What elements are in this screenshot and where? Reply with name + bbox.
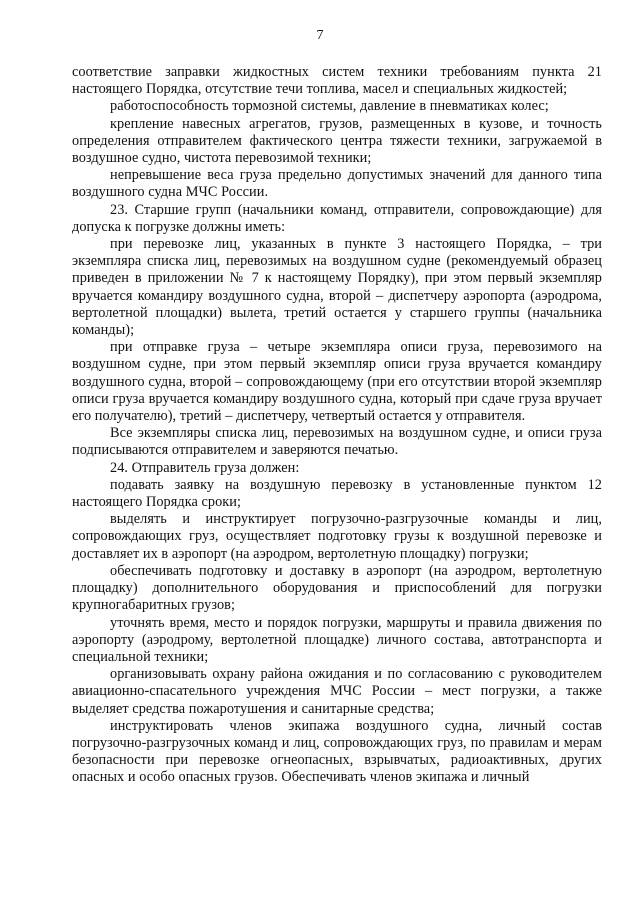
paragraph: 23. Старшие групп (начальники команд, отправители, сопровождающие) для допуска к погрузке должны иметь: [72, 201, 602, 235]
paragraph: обеспечивать подготовку и доставку в аэропорт (на аэродром, вертолетную площадку) дополнительного оборудования и приспособлений для погрузки крупногабаритных грузов; [72, 562, 602, 614]
paragraph: при перевозке лиц, указанных в пункте 3 настоящего Порядка, – три экземпляра списка лиц, перевозимых на воздушном судне (рекомендуемый образец приведен в приложении № 7 к настоящему Порядку), при этом первый экземпляр вручается командиру воздушного судна, второй – диспетчеру аэропорта (аэродрома, вертолетной площадки) вылета, третий остается у старшего группы (начальника команды); [72, 236, 602, 339]
paragraph: уточнять время, место и порядок погрузки, маршруты и правила движения по аэропорту (аэродрому, вертолетной площадке) личного состава, автотранспорта и специальной техники; [72, 614, 602, 665]
paragraph: инструктировать членов экипажа воздушного судна, личный состав погрузочно-разгрузочных команд и лиц, сопровождающих груз, по правилам и мерам безопасности при перевозке огнеопасных, взрывчатых, радиоактивных, других опасных и особо опасных грузов. Обеспечивать членов экипажа и личный [72, 717, 602, 786]
paragraph: работоспособность тормозной системы, давление в пневматиках колес; [110, 98, 549, 115]
paragraph: при отправке груза – четыре экземпляра описи груза, перевозимого на воздушном судне, при этом первый экземпляр описи груза вручается командиру воздушного судна, второй – сопровождающему (при его отсутствии второй экземпляр описи груза вручается командиру воздушного судна, который при сдаче груза вручает его получателю), третий – диспетчеру, четвертый остается у отправителя. [72, 339, 602, 425]
paragraph: Все экземпляры списка лиц, перевозимых на воздушном судне, и описи груза подписываются отправителем и заверяются печатью. [72, 425, 602, 459]
paragraph: соответствие заправки жидкостных систем техники требованиям пункта 21 настоящего Порядка, отсутствие течи топлива, масел и специальных жидкостей; [72, 64, 602, 98]
paragraph: организовывать охрану района ожидания и по согласованию с руководителем авиационно-спасательного учреждения МЧС России – мест погрузки, а также выделяет средства пожаротушения и санитарные средства; [72, 666, 602, 717]
paragraph: непревышение веса груза предельно допустимых значений для данного типа воздушного судна МЧС России. [72, 167, 602, 201]
paragraph: подавать заявку на воздушную перевозку в установленные пунктом 12 настоящего Порядка сроки; [72, 476, 602, 511]
paragraph: выделять и инструктирует погрузочно-разгрузочные команды и лиц, сопровождающих груз, осуществляет подготовку грузы к воздушной перевозке и доставляет их в аэропорт (на аэродром, вертолетную площадку) погрузки; [72, 511, 602, 562]
page-number: 7 [316, 28, 324, 43]
paragraph: 24. Отправитель груза должен: [110, 459, 300, 476]
paragraph: крепление навесных агрегатов, грузов, размещенных в кузове, и точность определения отправителем фактического центра тяжести техники, загружаемой в воздушное судно, чистота перевозимой техники; [72, 115, 602, 167]
document-body [72, 64, 602, 787]
